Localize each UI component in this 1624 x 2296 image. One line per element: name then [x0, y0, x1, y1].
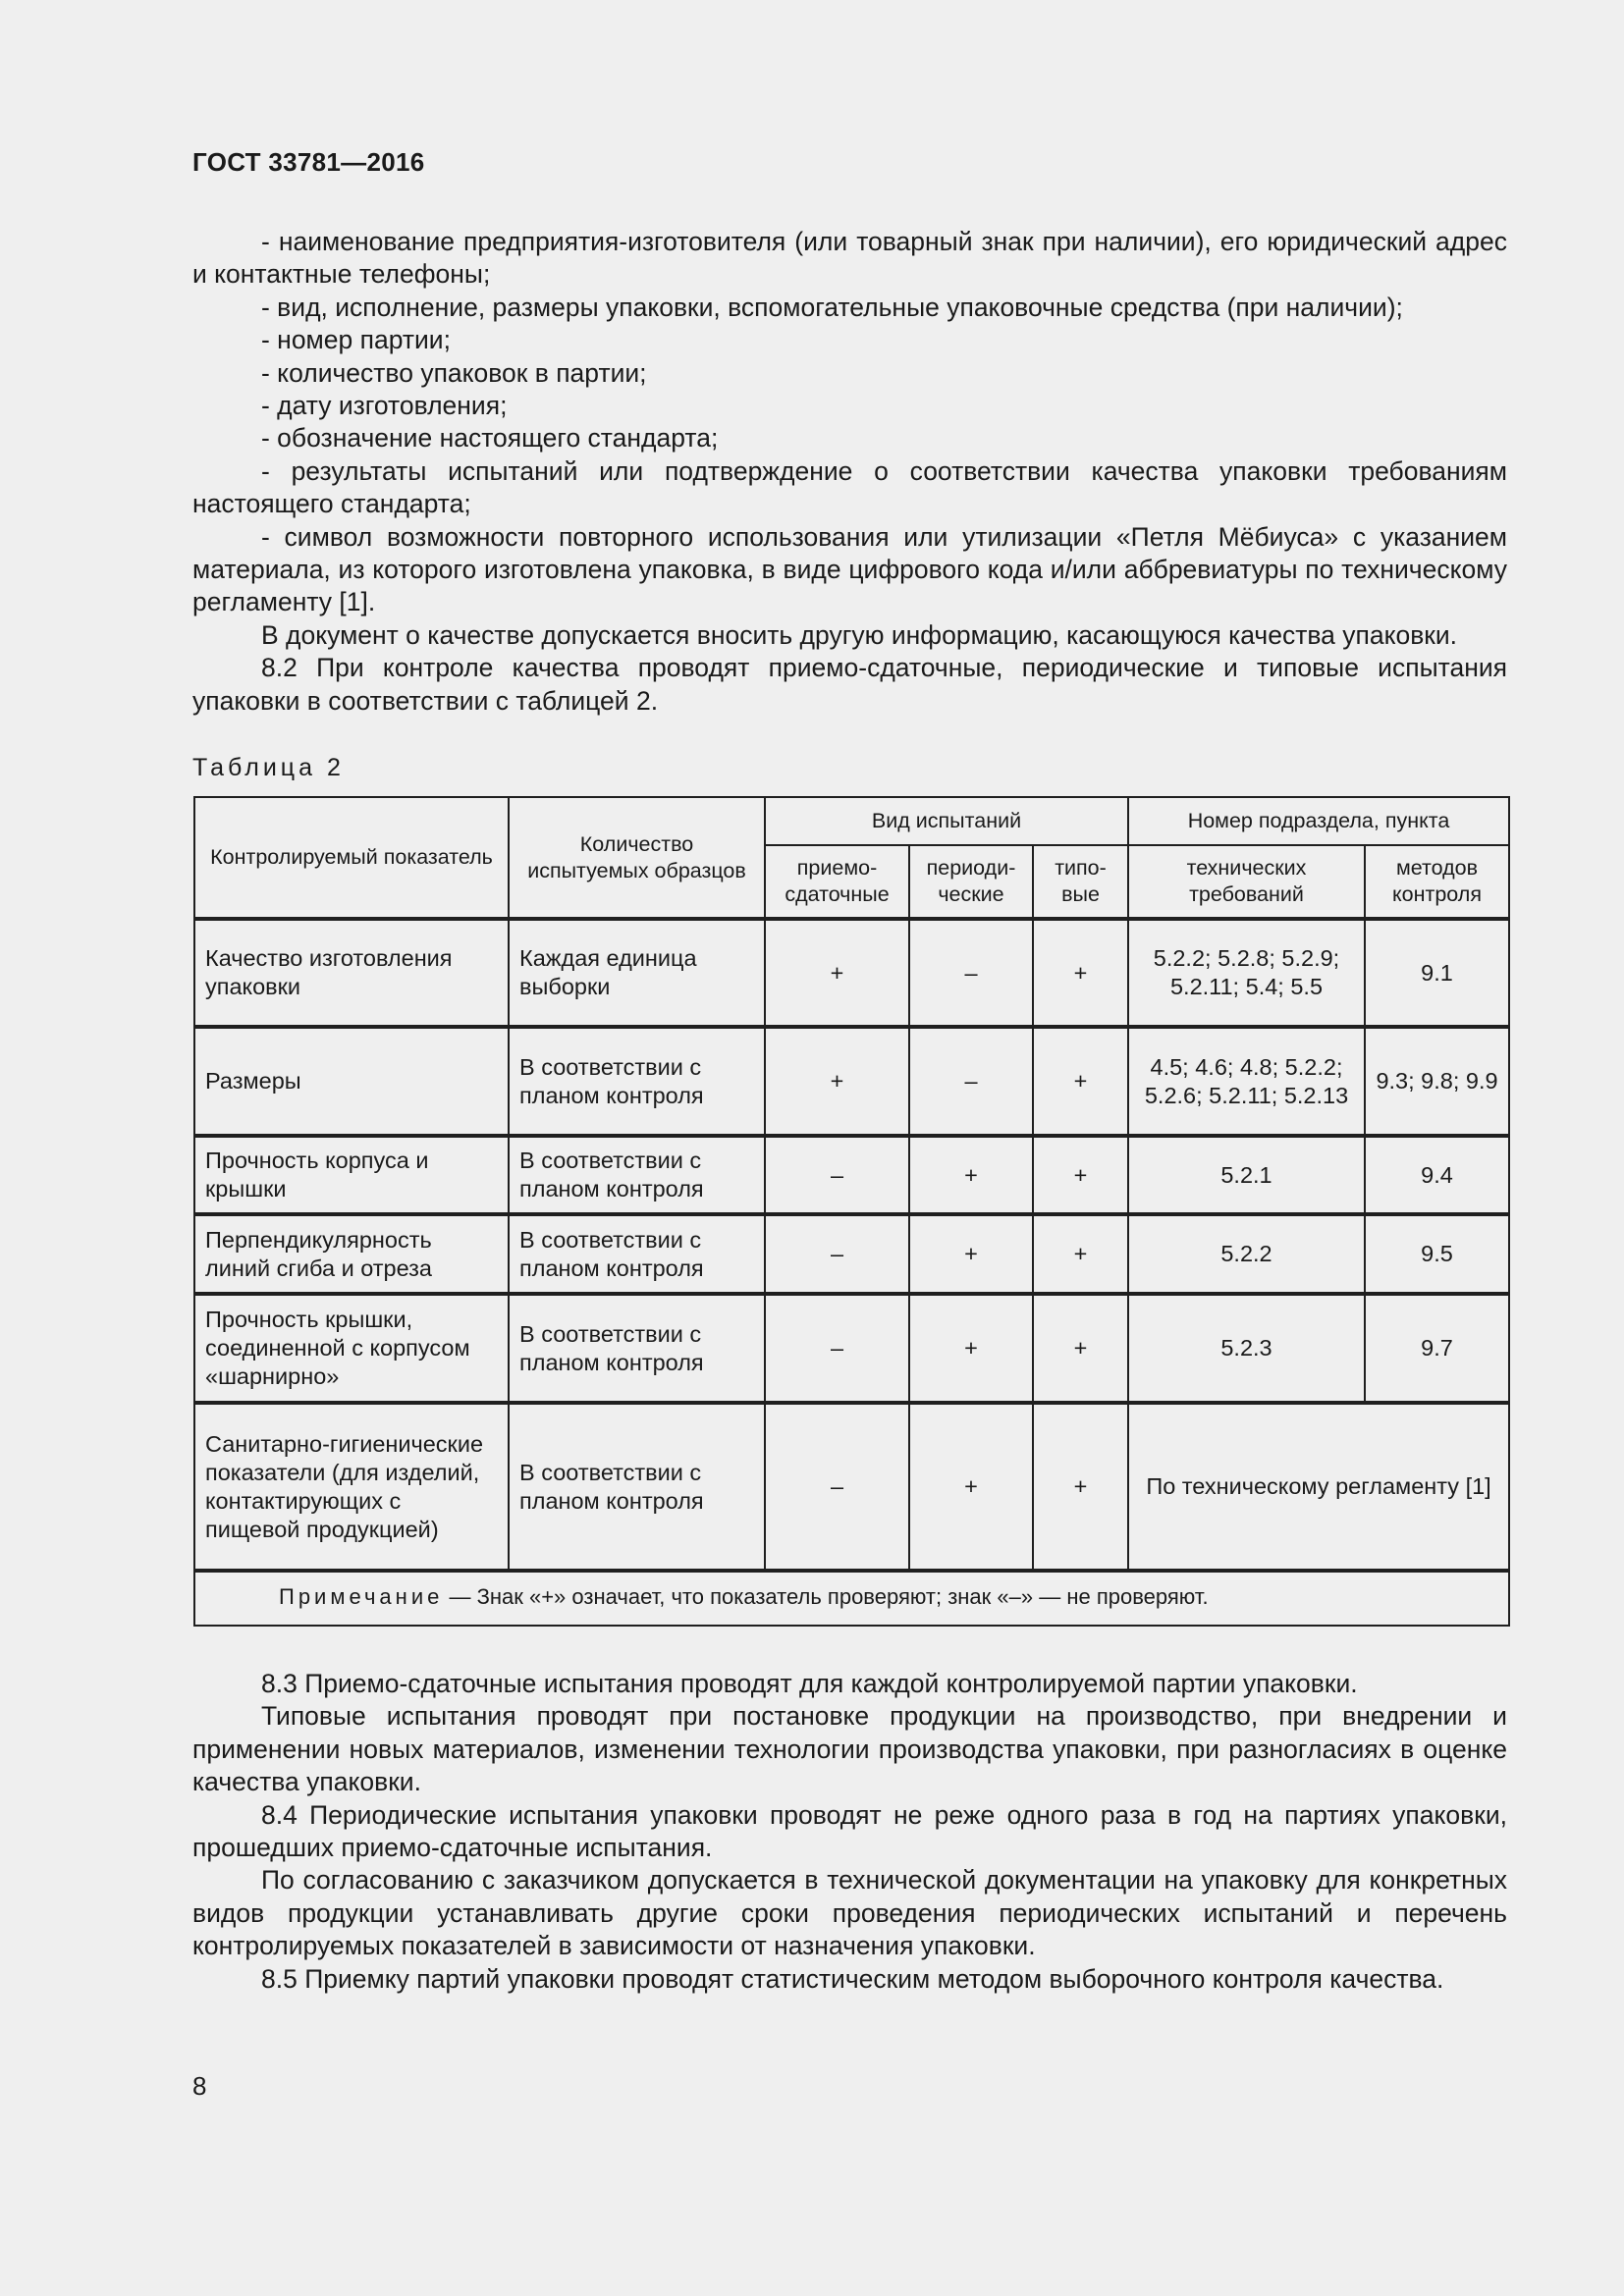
cell-control-methods: 9.3; 9.8; 9.9 — [1365, 1027, 1509, 1136]
top-text-block — [192, 226, 1507, 718]
paragraph: 8.5 Приемку партий упаковки проводят статистическим методом выборочного контроля качества. — [261, 1963, 1444, 1994]
cell-acceptance: – — [765, 1136, 909, 1214]
cell-indicator: Санитарно-гигиенические показатели (для изделий, контактирующих с пищевой продукцией) — [194, 1403, 509, 1571]
header-tech-requirements: технических требований — [1128, 845, 1365, 919]
cell-samples: В соответствии с планом контроля — [509, 1294, 765, 1403]
cell-tech-requirements: 5.2.1 — [1128, 1136, 1365, 1214]
cell-periodic: – — [909, 1027, 1033, 1136]
header-samples: Количество испытуемых образцов — [509, 797, 765, 919]
header-periodic: периоди-ческие — [909, 845, 1033, 919]
paragraph: Типовые испытания проводят при постановке продукции на производство, при внедрении и применении новых материалов, изменении технологии производства упаковки, при разногласиях в оценке качества упаковки. — [192, 1701, 1507, 1797]
header-test-type: Вид испытаний — [765, 797, 1128, 845]
table-note — [194, 1571, 1509, 1626]
paragraph: По согласованию с заказчиком допускается в технической документации на упаковку для конкретных видов продукции устанавливать другие сроки проведения периодических испытаний и перечень контролируемых показателей в зависимости от назначения упаковки. — [192, 1865, 1507, 1961]
list-item: - результаты испытаний или подтверждение о соответствии качества упаковки требованиям настоящего стандарта; — [192, 455, 1507, 519]
cell-type: + — [1033, 1403, 1128, 1571]
cell-type: + — [1033, 1027, 1128, 1136]
note-label: Примечание — [279, 1584, 444, 1609]
paragraph: 8.2 При контроле качества проводят приемо-сдаточные, периодические и типовые испытания упаковки в соответствии с таблицей 2. — [192, 653, 1507, 716]
cell-acceptance: + — [765, 1027, 909, 1136]
header-section-number: Номер подраздела, пункта — [1128, 797, 1509, 845]
header-acceptance: приемо-сдаточные — [765, 845, 909, 919]
header-control-methods: методов контроля — [1365, 845, 1509, 919]
cell-indicator: Прочность корпуса и крышки — [194, 1136, 509, 1214]
list-item: - обозначение настоящего стандарта; — [261, 423, 719, 454]
paragraph: В документ о качестве допускается вносить другую информацию, касающуюся качества упаковки. — [261, 619, 1458, 650]
cell-indicator: Качество изготовления упаковки — [194, 919, 509, 1027]
cell-samples: В соответствии с планом контроля — [509, 1027, 765, 1136]
cell-periodic: + — [909, 1136, 1033, 1214]
cell-periodic: – — [909, 919, 1033, 1027]
bottom-text-block — [192, 1668, 1507, 1996]
cell-samples: Каждая единица выборки — [509, 919, 765, 1027]
cell-tech-requirements: 5.2.3 — [1128, 1294, 1365, 1403]
cell-type: + — [1033, 1136, 1128, 1214]
cell-indicator: Размеры — [194, 1027, 509, 1136]
table-row — [194, 1214, 1509, 1294]
cell-periodic: + — [909, 1403, 1033, 1571]
cell-indicator: Прочность крышки, соединенной с корпусом «шарнирно» — [194, 1294, 509, 1403]
cell-periodic: + — [909, 1294, 1033, 1403]
cell-indicator: Перпендикулярность линий сгиба и отреза — [194, 1214, 509, 1294]
list-item: - количество упаковок в партии; — [261, 357, 647, 388]
paragraph: 8.3 Приемо-сдаточные испытания проводят для каждой контролируемой партии упаковки. — [261, 1669, 1358, 1698]
list-item: - наименование предприятия-изготовителя (или товарный знак при наличии), его юридический адрес и контактные телефоны; — [192, 227, 1507, 290]
table-note-row — [194, 1571, 1509, 1626]
paragraph: 8.4 Периодические испытания упаковки проводят не реже одного раза в год на партиях упаковки, прошедших приемо-сдаточные испытания. — [192, 1799, 1507, 1863]
list-item: - символ возможности повторного использования или утилизации «Петля Мёбиуса» с указанием материала, из которого изготовлена упаковка, в виде цифрового кода и/или аббревиатуры по техническому регламенту [1]. — [192, 521, 1507, 617]
cell-periodic: + — [909, 1214, 1033, 1294]
cell-control-methods: 9.7 — [1365, 1294, 1509, 1403]
document-code-header: ГОСТ 33781—2016 — [192, 147, 425, 177]
list-item: - дату изготовления; — [261, 391, 508, 421]
cell-control-methods: 9.5 — [1365, 1214, 1509, 1294]
cell-tech-requirements: 5.2.2 — [1128, 1214, 1365, 1294]
cell-samples: В соответствии с планом контроля — [509, 1214, 765, 1294]
note-text: — Знак «+» означает, что показатель проверяют; знак «–» — не проверяют. — [443, 1584, 1209, 1609]
list-item: - номер партии; — [261, 325, 451, 355]
table-row — [194, 1403, 1509, 1571]
cell-type: + — [1033, 1294, 1128, 1403]
cell-acceptance: – — [765, 1403, 909, 1571]
cell-samples: В соответствии с планом контроля — [509, 1136, 765, 1214]
table-row — [194, 1136, 1509, 1214]
cell-tech-requirements: 5.2.2; 5.2.8; 5.2.9; 5.2.11; 5.4; 5.5 — [1128, 919, 1365, 1027]
table-row — [194, 1027, 1509, 1136]
list-item: - вид, исполнение, размеры упаковки, вспомогательные упаковочные средства (при наличии); — [261, 292, 1403, 322]
cell-type: + — [1033, 1214, 1128, 1294]
cell-acceptance: – — [765, 1214, 909, 1294]
cell-acceptance: + — [765, 919, 909, 1027]
cell-control-methods: 9.4 — [1365, 1136, 1509, 1214]
cell-regulation: По техническому регламенту [1] — [1128, 1403, 1509, 1571]
table-row — [194, 1294, 1509, 1403]
cell-samples: В соответствии с планом контроля — [509, 1403, 765, 1571]
page-number: 8 — [192, 2071, 207, 2101]
header-type: типо-вые — [1033, 845, 1128, 919]
cell-acceptance: – — [765, 1294, 909, 1403]
cell-tech-requirements: 4.5; 4.6; 4.8; 5.2.2; 5.2.6; 5.2.11; 5.2.13 — [1128, 1027, 1365, 1136]
header-indicator: Контролируемый показатель — [194, 797, 509, 919]
cell-control-methods: 9.1 — [1365, 919, 1509, 1027]
table-row — [194, 919, 1509, 1027]
table-caption: Таблица 2 — [192, 754, 345, 781]
cell-type: + — [1033, 919, 1128, 1027]
quality-tests-table — [193, 796, 1510, 1627]
